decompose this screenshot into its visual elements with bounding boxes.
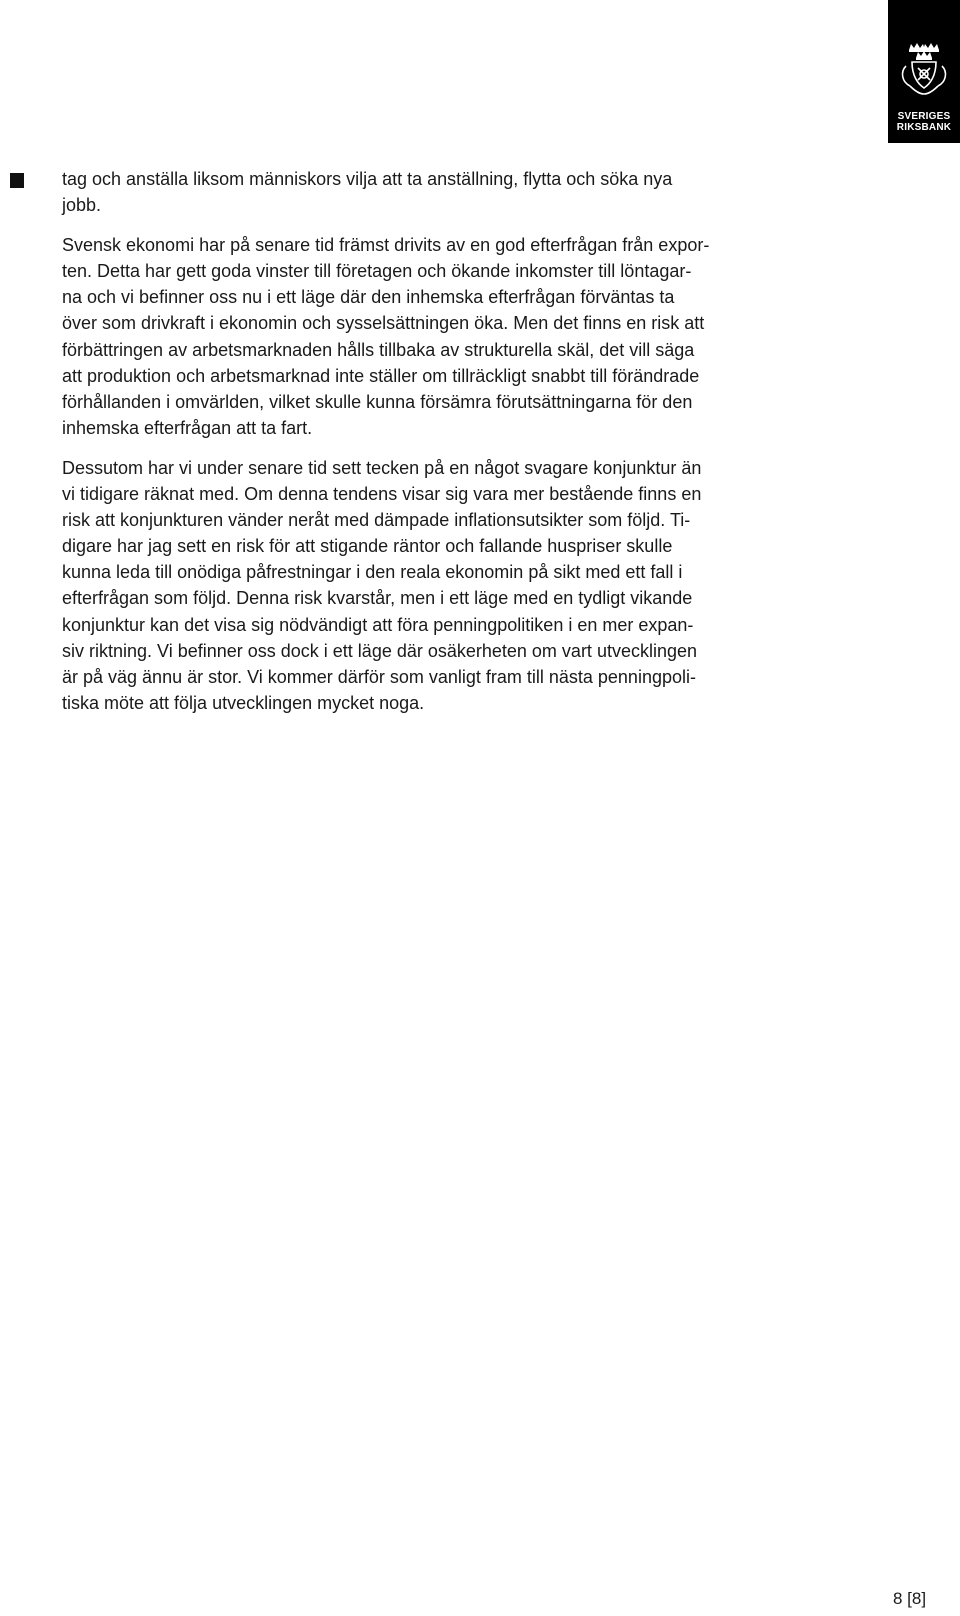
text-line: inhemska efterfrågan att ta fart. — [62, 417, 313, 438]
text-line: tag och anställa liksom människors vilja att ta anställning, flytta och söka nya — [62, 169, 673, 189]
page-number: 8 [8] — [893, 1589, 927, 1608]
text-line: Dessutom har vi under senare tid sett tecken på en något svagare konjunktur än — [62, 457, 702, 478]
text-line: att produktion och arbetsmarknad inte ställer om tillräckligt snabbt till förändrade — [62, 365, 700, 386]
text-line: efterfrågan som följd. Denna risk kvarstår, men i ett läge med en tydligt vikande — [62, 588, 693, 609]
logo-text-line1: SVERIGES — [897, 111, 951, 122]
paragraph — [62, 232, 822, 441]
logo-text-line2: RIKSBANK — [896, 122, 952, 133]
text-line: över som drivkraft i ekonomin och sysselsättningen öka. Men det finns en risk att — [62, 313, 705, 334]
text-line: risk att konjunkturen vänder neråt med dämpade inflationsutsikter som följd. Ti- — [62, 510, 691, 531]
text-line: är på väg ännu är stor. Vi kommer därför som vanligt fram till nästa penningpoli- — [62, 666, 696, 687]
riksbank-crest-icon — [896, 36, 952, 106]
text-line: tiska möte att följa utvecklingen mycket noga. — [62, 692, 425, 713]
text-line: vi tidigare räknat med. Om denna tendens visar sig vara mer bestående finns en — [62, 484, 702, 505]
paragraph — [62, 455, 822, 716]
text-line: ten. Detta har gett goda vinster till företagen och ökande inkomster till löntagar- — [62, 261, 692, 282]
text-line: na och vi befinner oss nu i ett läge där den inhemska efterfrågan förväntas ta — [62, 287, 675, 308]
text-line: konjunktur kan det visa sig nödvändigt att föra penningpolitiken i en mer expan- — [62, 614, 694, 635]
paragraph — [62, 166, 822, 218]
text-line: siv riktning. Vi befinner oss dock i ett läge där osäkerheten om vart utvecklingen — [62, 640, 698, 661]
text-line: kunna leda till onödiga påfrestningar i den reala ekonomin på sikt med ett fall i — [62, 562, 683, 583]
text-line: Svensk ekonomi har på senare tid främst drivits av en god efterfrågan från expor- — [62, 235, 710, 256]
section-marker — [10, 173, 24, 188]
text-line: förhållanden i omvärlden, vilket skulle kunna försämra förutsättningarna för den — [62, 391, 693, 412]
text-line: förbättringen av arbetsmarknaden hålls tillbaka av strukturella skäl, det vill säga — [62, 339, 695, 360]
text-line: digare har jag sett en risk för att stigande räntor och fallande huspriser skulle — [62, 536, 673, 557]
text-line: jobb. — [62, 195, 102, 216]
riksbank-logo — [888, 0, 960, 143]
document-body — [62, 166, 822, 730]
